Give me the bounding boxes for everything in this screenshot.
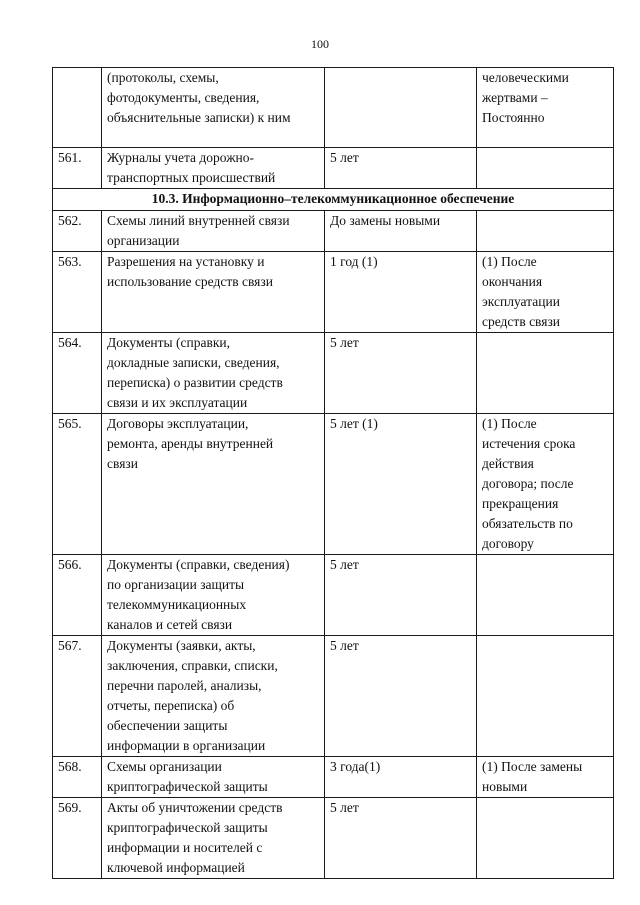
- document-name-cell: [102, 148, 325, 189]
- document-name-line: ремонта, аренды внутренней: [107, 436, 274, 451]
- document-name-cell: [102, 555, 325, 636]
- row-number: 565.: [53, 414, 102, 555]
- document-name-line: Схемы линий внутренней связи: [107, 213, 290, 228]
- table-row: [53, 798, 614, 879]
- retention-term-line: 5 лет: [330, 557, 359, 572]
- retention-term-cell: [325, 148, 477, 189]
- note-line: жертвами –: [482, 90, 548, 105]
- document-name-line: Журналы учета дорожно-: [107, 150, 254, 165]
- document-name-line: фотодокументы, сведения,: [107, 90, 260, 105]
- note-cell: [477, 798, 614, 879]
- retention-term-line: 5 лет: [330, 800, 359, 815]
- retention-term-cell: [325, 211, 477, 252]
- document-name-line: отчеты, переписка) об: [107, 698, 235, 713]
- row-number: 566.: [53, 555, 102, 636]
- note-line: договора; после: [482, 476, 574, 491]
- row-number: 564.: [53, 333, 102, 414]
- row-number: 562.: [53, 211, 102, 252]
- page-number: 100: [311, 37, 329, 51]
- retention-term-line: 5 лет: [330, 150, 359, 165]
- retention-term-line: 5 лет: [330, 638, 359, 653]
- retention-term-line: 1 год (1): [330, 254, 378, 269]
- document-name-line: объяснительные записки) к ним: [107, 110, 291, 125]
- document-name-line: связи и их эксплуатации: [107, 395, 248, 410]
- row-number: 568.: [53, 757, 102, 798]
- retention-term-cell: [325, 555, 477, 636]
- note-cell: [477, 333, 614, 414]
- retention-term-cell: [325, 636, 477, 757]
- document-name-line: Разрешения на установку и: [107, 254, 265, 269]
- note-line: (1) После замены: [482, 759, 583, 774]
- note-line: договору: [482, 536, 534, 551]
- document-name-cell: [102, 414, 325, 555]
- table-row: [53, 148, 614, 189]
- note-cell: [477, 211, 614, 252]
- note-line: окончания: [482, 274, 543, 289]
- note-cell: [477, 757, 614, 798]
- row-number: [53, 68, 102, 148]
- note-line: истечения срока: [482, 436, 576, 451]
- note-cell: [477, 636, 614, 757]
- retention-term-cell: [325, 252, 477, 333]
- retention-term-cell: [325, 757, 477, 798]
- document-name-line: использование средств связи: [107, 274, 273, 289]
- note-line: эксплуатации: [482, 294, 560, 309]
- note-line: человеческими: [482, 70, 569, 85]
- table-row: [53, 211, 614, 252]
- retention-term-cell: [325, 68, 477, 148]
- note-cell: [477, 252, 614, 333]
- retention-table: [52, 67, 614, 879]
- document-name-line: Договоры эксплуатации,: [107, 416, 249, 431]
- note-line: обязательств по: [482, 516, 573, 531]
- table-row: [53, 636, 614, 757]
- document-name-line: телекоммуникационных: [107, 597, 247, 612]
- note-cell: [477, 148, 614, 189]
- note-cell: [477, 68, 614, 148]
- document-name-line: связи: [107, 456, 138, 471]
- document-name-line: транспортных происшествий: [107, 170, 276, 185]
- document-name-line: каналов и сетей связи: [107, 617, 233, 632]
- document-name-cell: [102, 211, 325, 252]
- section-header-row: [53, 189, 614, 211]
- table-row: [53, 68, 614, 148]
- note-line: (1) После: [482, 254, 537, 269]
- note-cell: [477, 555, 614, 636]
- document-name-line: криптографической защиты: [107, 820, 268, 835]
- document-name-line: заключения, справки, списки,: [107, 658, 278, 673]
- document-name-line: Документы (справки, сведения): [107, 557, 290, 572]
- note-line: средств связи: [482, 314, 561, 329]
- document-name-line: Акты об уничтожении средств: [107, 800, 283, 815]
- document-name-line: обеспечении защиты: [107, 718, 228, 733]
- document-name-line: Документы (заявки, акты,: [107, 638, 256, 653]
- row-number: 563.: [53, 252, 102, 333]
- note-line: новыми: [482, 779, 528, 794]
- document-name-line: по организации защиты: [107, 577, 245, 592]
- row-number: 569.: [53, 798, 102, 879]
- document-name-line: (протоколы, схемы,: [107, 70, 219, 85]
- document-name-line: переписка) о развитии средств: [107, 375, 283, 390]
- row-number: 561.: [53, 148, 102, 189]
- table-body: [53, 68, 614, 879]
- retention-term-line: 5 лет: [330, 335, 359, 350]
- retention-term-line: 5 лет (1): [330, 416, 378, 431]
- document-name-line: информации в организации: [107, 738, 266, 753]
- row-number: 567.: [53, 636, 102, 757]
- document-name-cell: [102, 333, 325, 414]
- retention-term-cell: [325, 414, 477, 555]
- document-name-line: Схемы организации: [107, 759, 222, 774]
- section-title: 10.3. Информационно–телекоммуникационное обеспечение: [53, 189, 614, 211]
- note-cell: [477, 414, 614, 555]
- document-name-line: Документы (справки,: [107, 335, 230, 350]
- document-name-line: ключевой информацией: [107, 860, 245, 875]
- document-name-line: криптографической защиты: [107, 779, 268, 794]
- table-row: [53, 252, 614, 333]
- table-row: [53, 757, 614, 798]
- table-row: [53, 555, 614, 636]
- table-row: [53, 414, 614, 555]
- document-name-line: докладные записки, сведения,: [107, 355, 280, 370]
- document-name-cell: [102, 252, 325, 333]
- table-row: [53, 333, 614, 414]
- retention-term-line: 3 года(1): [330, 759, 381, 774]
- retention-term-cell: [325, 333, 477, 414]
- note-line: (1) После: [482, 416, 537, 431]
- retention-term-cell: [325, 798, 477, 879]
- document-name-cell: [102, 68, 325, 148]
- note-line: прекращения: [482, 496, 559, 511]
- document-name-line: информации и носителей с: [107, 840, 263, 855]
- document-name-cell: [102, 636, 325, 757]
- document-name-line: организации: [107, 233, 180, 248]
- retention-term-line: До замены новыми: [330, 213, 441, 228]
- document-name-cell: [102, 798, 325, 879]
- document-name-cell: [102, 757, 325, 798]
- document-name-line: перечни паролей, анализы,: [107, 678, 262, 693]
- note-line: действия: [482, 456, 534, 471]
- note-line: Постоянно: [482, 110, 545, 125]
